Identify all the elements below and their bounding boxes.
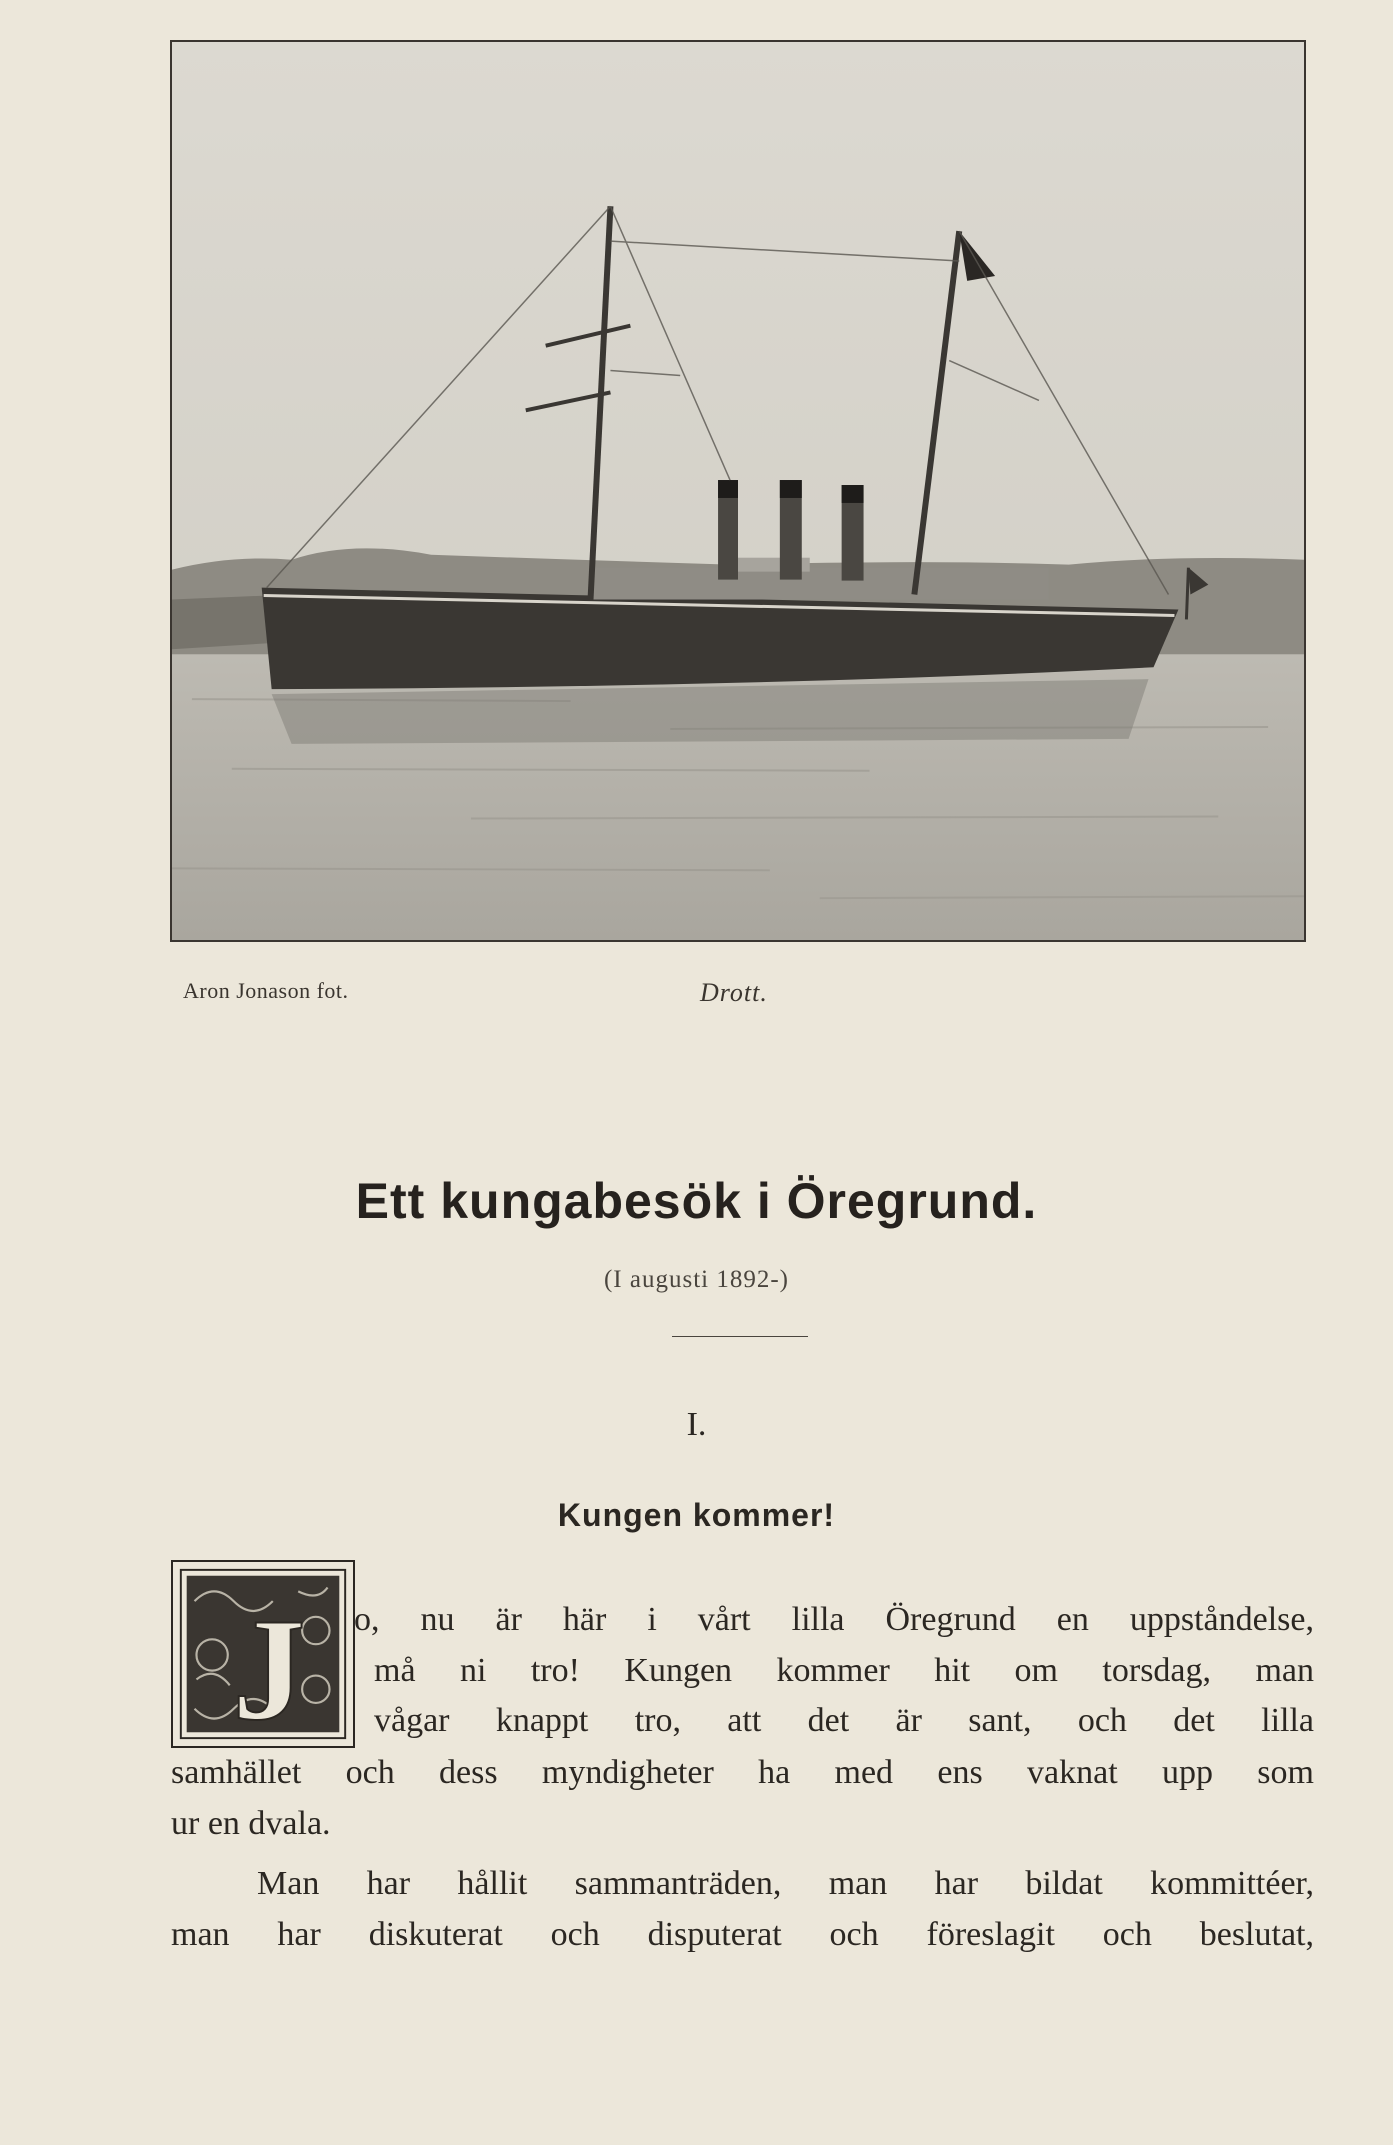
text-line: vågar knappt tro, att det är sant, och det lilla (374, 1702, 1314, 1739)
text-line: Man har hållit sammanträden, man har bildat kommittéer, (257, 1865, 1314, 1902)
text-line: man har diskuterat och disputerat och föreslagit och beslutat, (171, 1916, 1314, 1953)
decorative-initial (171, 1560, 355, 1748)
article-title: Ett kungabesök i Öregrund. (355, 1173, 1038, 1229)
text-line: o, nu är här i vårt lilla Öregrund en uppståndelse, (354, 1601, 1314, 1638)
article-date: (I augusti 1892-) (603, 1266, 790, 1293)
title-divider (672, 1336, 808, 1337)
section-number: I. (686, 1406, 707, 1443)
text-line: samhället och dess myndigheter ha med ens vaknat upp som (171, 1754, 1314, 1791)
photo-caption: Drott. (700, 978, 768, 1007)
photo-credit: Aron Jonason fot. (183, 978, 349, 1003)
drop-cap-letter: J (232, 1587, 306, 1746)
text-line: ur en dvala. (171, 1805, 331, 1842)
section-heading: Kungen kommer! (557, 1497, 836, 1533)
text-line: må ni tro! Kungen kommer hit om torsdag, man (374, 1652, 1314, 1689)
steamship-image (172, 42, 1304, 940)
ornament-initial-icon (173, 1562, 353, 1746)
ship-photograph (170, 40, 1306, 942)
